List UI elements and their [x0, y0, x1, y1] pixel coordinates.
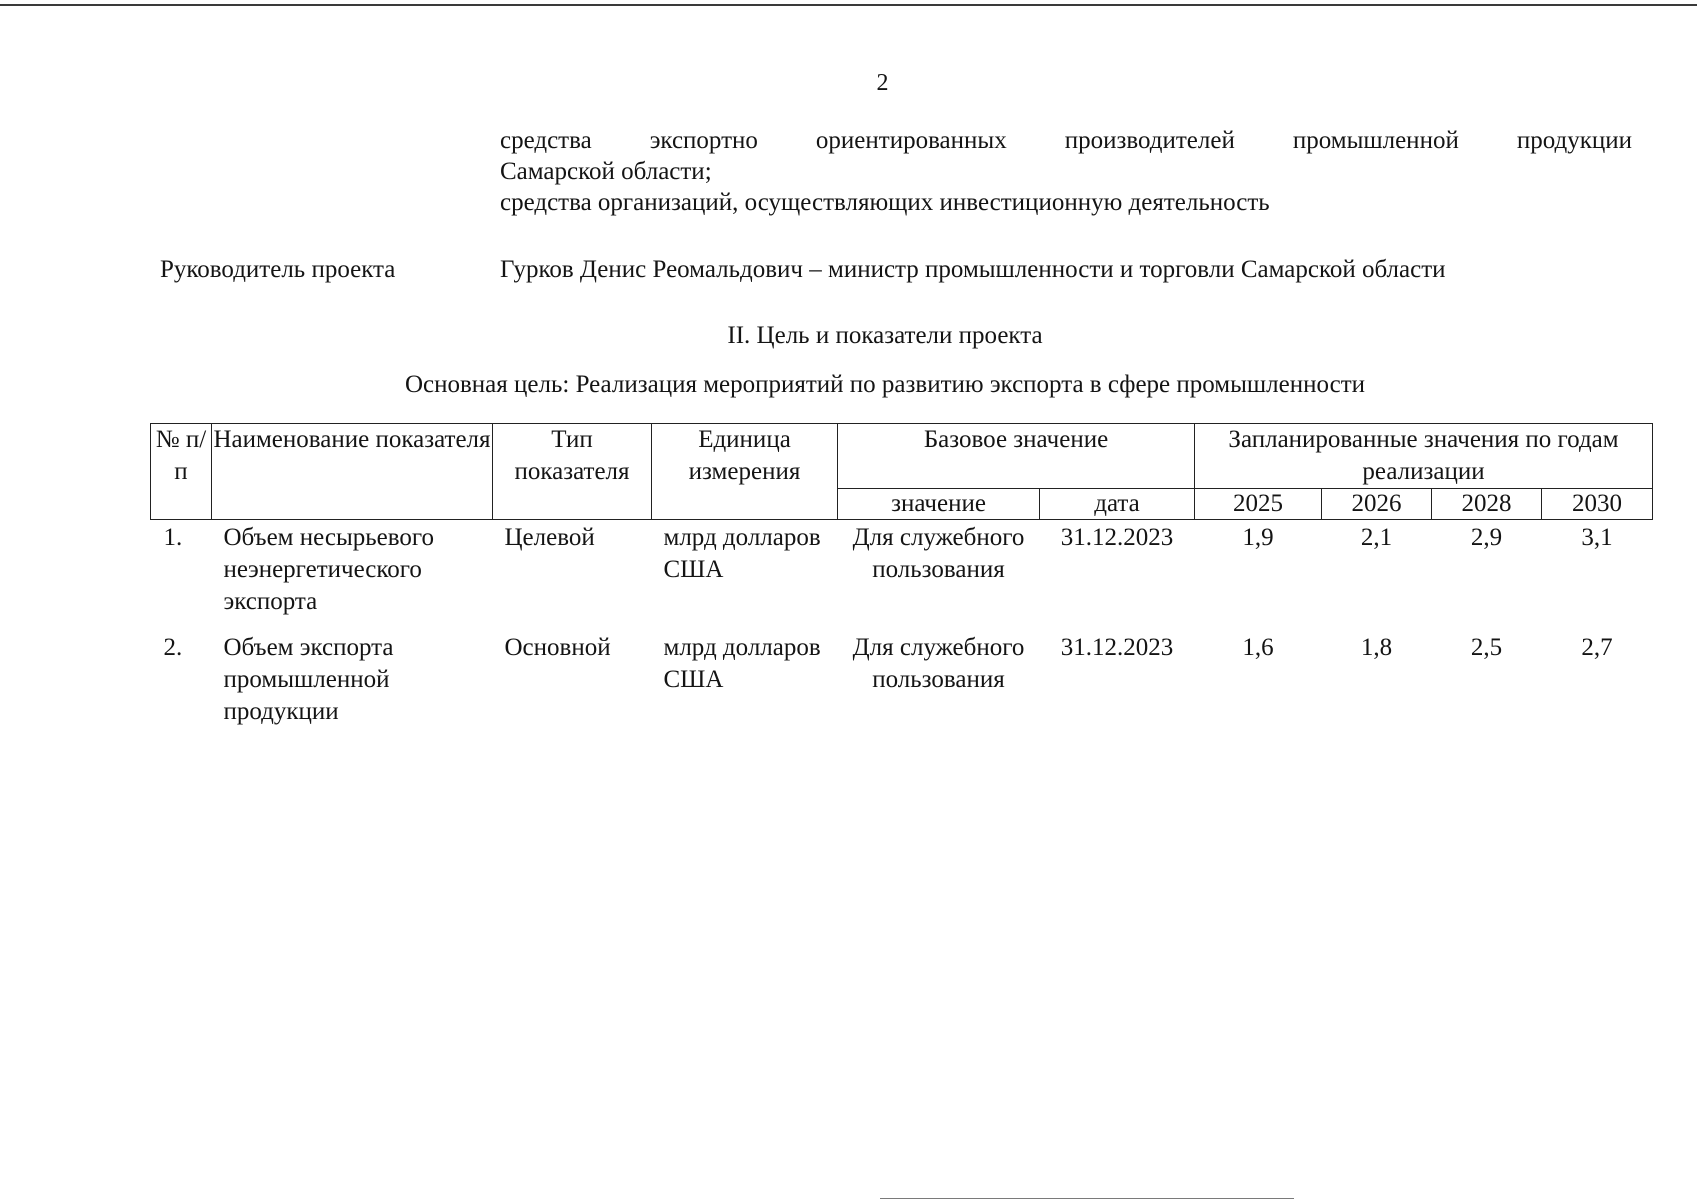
indicator-unit: млрд долларов США — [663, 634, 821, 693]
funding-source-line-3: средства организаций, осуществляющих инвестиционную деятельность — [500, 189, 1270, 216]
header-year-2028: 2028 — [1432, 489, 1542, 520]
value-2030: 3,1 — [1581, 524, 1613, 551]
base-value: Для служебного пользования — [852, 634, 1025, 693]
header-base-date: дата — [1040, 489, 1195, 520]
value-2026: 2,1 — [1360, 524, 1393, 551]
value-2028: 2,5 — [1470, 634, 1503, 661]
indicator-type: Целевой — [504, 524, 595, 551]
base-date: 31.12.2023 — [1060, 524, 1174, 551]
header-base-value: значение — [838, 489, 1040, 520]
value-2025: 1,6 — [1242, 634, 1274, 661]
value-2025: 1,9 — [1242, 524, 1274, 551]
value-2030: 2,7 — [1581, 634, 1613, 661]
header-number: № п/п — [151, 424, 212, 520]
header-planned: Запланированные значения по годам реализации — [1195, 424, 1653, 489]
indicator-unit: млрд долларов США — [663, 524, 821, 583]
header-name: Наименование показателя — [212, 424, 493, 520]
header-base: Базовое значение — [838, 424, 1195, 489]
header-year-2026: 2026 — [1322, 489, 1432, 520]
main-goal: Основная цель: Реализация мероприятий по развитию экспорта в сфере промышленности — [404, 371, 1366, 398]
funding-sources — [500, 125, 1632, 218]
funding-source-line-1: средства экспортно ориентированных производителей промышленной продукции — [500, 127, 1632, 154]
bottom-rule — [880, 1198, 1294, 1199]
header-year-2025: 2025 — [1195, 489, 1322, 520]
header-year-2030: 2030 — [1542, 489, 1653, 520]
header-type: Тип показателя — [493, 424, 652, 520]
indicator-name: Объем несырьевого неэнергетического экспорта — [223, 524, 434, 615]
header-unit: Единица измерения — [652, 424, 838, 520]
table-row — [151, 618, 1653, 728]
page-top-rule — [0, 4, 1697, 6]
indicator-type: Основной — [504, 634, 611, 661]
page-number: 2 — [876, 70, 889, 96]
project-manager-label: Руководитель проекта — [160, 256, 396, 283]
indicator-name: Объем экспорта промышленной продукции — [223, 634, 394, 725]
indicators-table — [150, 423, 1653, 728]
table-row — [151, 520, 1653, 619]
funding-source-line-2: Самарской области; — [500, 158, 712, 185]
value-2026: 1,8 — [1360, 634, 1393, 661]
base-date: 31.12.2023 — [1060, 634, 1174, 661]
project-manager-value: Гурков Денис Реомальдович – министр промышленности и торговли Самарской области — [500, 256, 1446, 283]
value-2028: 2,9 — [1470, 524, 1503, 551]
base-value: Для служебного пользования — [852, 524, 1025, 583]
row-number: 1. — [163, 524, 183, 551]
row-number: 2. — [163, 634, 183, 661]
section-title: II. Цель и показатели проекта — [727, 322, 1043, 349]
